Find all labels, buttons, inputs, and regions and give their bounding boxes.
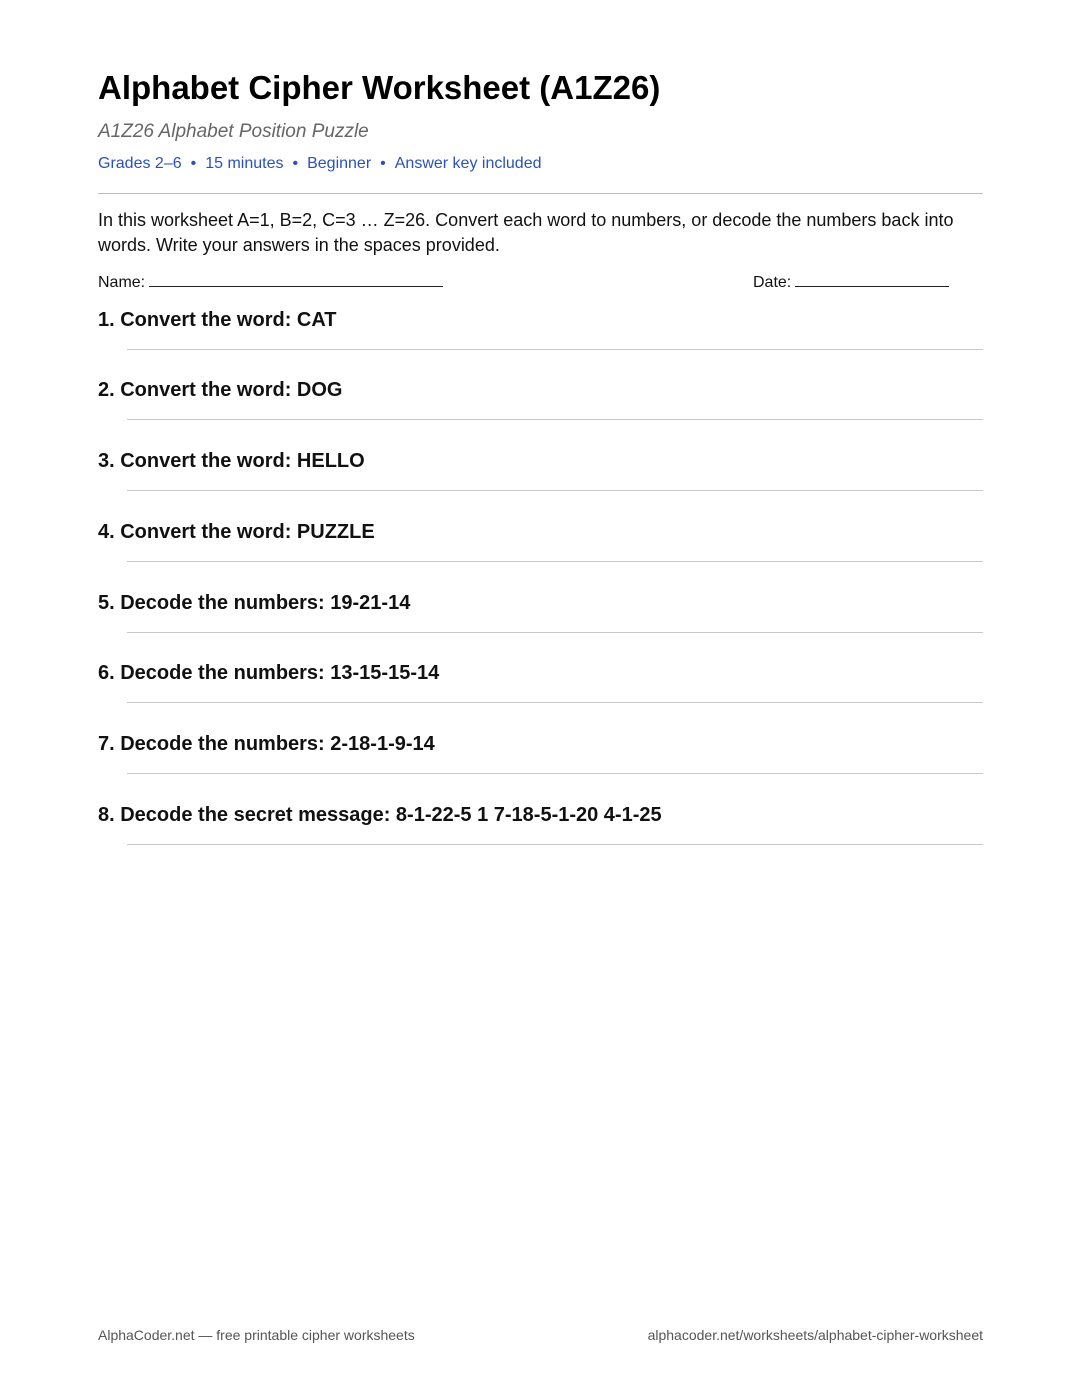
footer-url[interactable]: alphacoder.net/worksheets/alphabet-cipher-worksheet: [647, 1327, 983, 1343]
date-blank-line[interactable]: [795, 271, 949, 287]
question-text: 2. Convert the word: DOG: [98, 379, 343, 401]
meta-separator: •: [292, 155, 299, 172]
meta-duration: 15 minutes: [205, 155, 284, 172]
answer-line[interactable]: [127, 773, 983, 774]
name-label: Name:: [98, 274, 146, 291]
answer-line[interactable]: [127, 419, 983, 420]
instructions-paragraph: In this worksheet A=1, B=2, C=3 … Z=26. Convert each word to numbers, or decode the numbers back into words. Write your answers in the spaces provided.: [98, 210, 954, 255]
answer-line[interactable]: [127, 702, 983, 703]
date-label: Date:: [753, 274, 792, 291]
worksheet-subtitle: A1Z26 Alphabet Position Puzzle: [98, 121, 369, 142]
question-text: 1. Convert the word: CAT: [98, 309, 337, 331]
answer-line[interactable]: [127, 632, 983, 633]
question-text: 5. Decode the numbers: 19-21-14: [98, 592, 411, 614]
date-field[interactable]: [753, 271, 949, 293]
question-item: [98, 591, 983, 651]
name-field[interactable]: [98, 271, 443, 293]
question-item: [98, 732, 983, 792]
meta-level: Beginner: [307, 155, 372, 172]
meta-line: [98, 154, 542, 174]
question-item: [98, 520, 983, 580]
question-item: [98, 378, 983, 438]
question-item: [98, 661, 983, 721]
question-text: 6. Decode the numbers: 13-15-15-14: [98, 662, 440, 684]
question-item: [98, 803, 983, 863]
worksheet-title: Alphabet Cipher Worksheet (A1Z26): [98, 69, 661, 106]
meta-grades: Grades 2–6: [98, 155, 182, 172]
header-divider: [98, 193, 983, 194]
footer-credit: AlphaCoder.net — free printable cipher worksheets: [98, 1327, 415, 1343]
answer-line[interactable]: [127, 844, 983, 845]
meta-answer-key: Answer key included: [394, 155, 542, 172]
meta-separator: •: [380, 155, 386, 172]
meta-separator: •: [190, 155, 197, 172]
question-text: 4. Convert the word: PUZZLE: [98, 521, 375, 543]
worksheet-page: [98, 0, 983, 1400]
answer-line[interactable]: [127, 490, 983, 491]
name-blank-line[interactable]: [149, 271, 443, 287]
answer-line[interactable]: [127, 349, 983, 350]
question-text: 3. Convert the word: HELLO: [98, 450, 365, 472]
question-text: 7. Decode the numbers: 2-18-1-9-14: [98, 733, 435, 755]
answer-line[interactable]: [127, 561, 983, 562]
question-item: [98, 308, 983, 368]
question-text: 8. Decode the secret message: 8-1-22-5 1 7-18-5-1-20 4-1-25: [98, 804, 662, 826]
question-item: [98, 449, 983, 509]
